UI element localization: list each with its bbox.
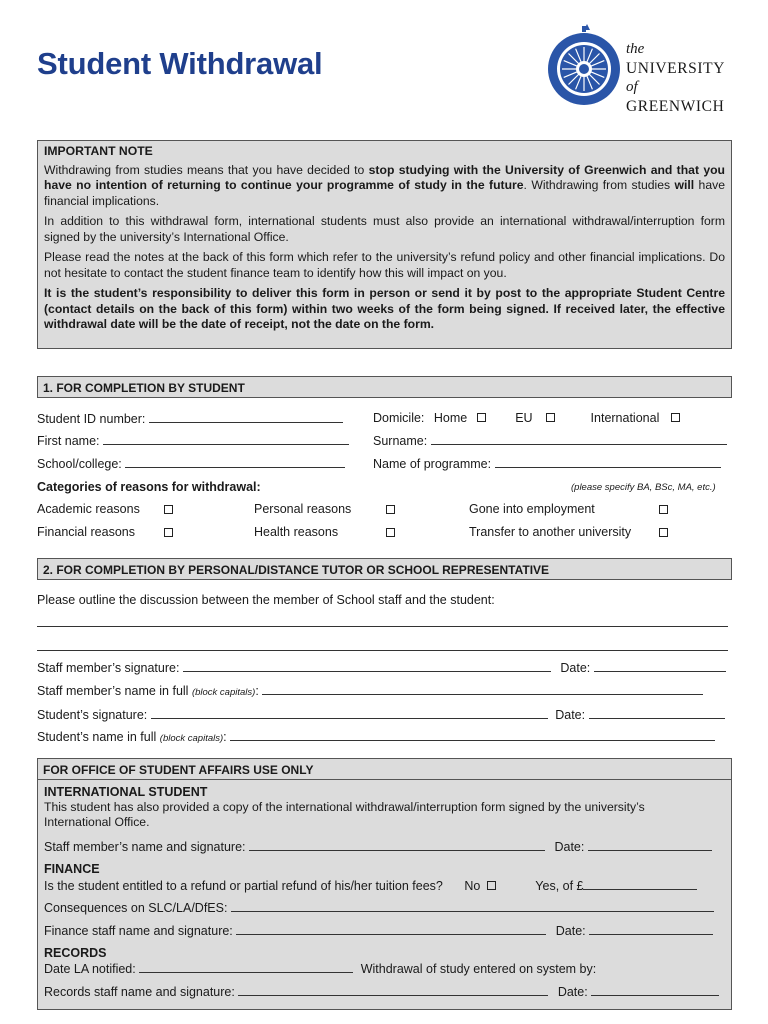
records-heading: RECORDS xyxy=(44,946,107,960)
student-name-colon: : xyxy=(223,730,227,744)
student-id-label: Student ID number: xyxy=(37,412,146,426)
transfer-checkbox[interactable] xyxy=(659,528,668,537)
university-wordmark xyxy=(626,40,725,116)
staff-date-label: Date: xyxy=(560,661,591,675)
student-id-field[interactable] xyxy=(149,411,343,423)
academic-checkbox[interactable] xyxy=(164,505,173,514)
student-signature-row xyxy=(37,707,725,722)
domicile-label: Domicile: xyxy=(373,411,425,425)
employment-label: Gone into employment xyxy=(469,502,595,516)
note-paragraph-1 xyxy=(44,163,725,210)
school-field[interactable] xyxy=(125,456,345,468)
programme-label: Name of programme: xyxy=(373,457,492,471)
student-block-caps-hint: (block capitals) xyxy=(159,733,224,744)
records-date-label: Date: xyxy=(557,985,588,999)
health-label: Health reasons xyxy=(254,525,339,539)
home-label: Home xyxy=(433,411,468,425)
surname-field[interactable] xyxy=(431,433,727,445)
finance-staff-field[interactable] xyxy=(236,923,546,935)
surname-label: Surname: xyxy=(373,434,428,448)
note-p1-d: will xyxy=(674,178,695,192)
important-note-box xyxy=(37,140,732,349)
domicile-row xyxy=(373,411,680,425)
note-p1-b: stop studying with the University of Greenwich and that you have no intention of returning to continue your programme of study in the future xyxy=(44,162,725,192)
note-p1-a: Withdrawing from studies means that you have decided to xyxy=(44,162,369,177)
intl-date-label: Date: xyxy=(554,840,585,854)
intl-staff-label: Staff member’s name and signature: xyxy=(44,840,246,854)
finance-staff-label: Finance staff name and signature: xyxy=(44,924,233,938)
student-date-label: Date: xyxy=(555,708,586,722)
finance-date-field[interactable] xyxy=(589,923,713,935)
outline-line-2[interactable] xyxy=(37,650,728,651)
programme-row xyxy=(373,456,721,471)
staff-block-caps-hint: (block capitals) xyxy=(191,687,256,698)
reason-financial xyxy=(37,525,135,539)
office-use-box xyxy=(37,758,732,1010)
employment-checkbox[interactable] xyxy=(659,505,668,514)
health-checkbox[interactable] xyxy=(386,528,395,537)
refund-amount-field[interactable] xyxy=(583,878,697,890)
home-checkbox[interactable] xyxy=(477,413,486,422)
student-date-field[interactable] xyxy=(589,707,725,719)
note-paragraph-2: In addition to this withdrawal form, international students must also provide an international withdrawal/interruption form signed by the university’s International Office. xyxy=(44,214,725,244)
refund-question: Is the student entitled to a refund or partial refund of his/her tuition fees? xyxy=(44,879,443,893)
note-p1-e: have financial implications. xyxy=(44,178,725,208)
withdrawal-entered-label: Withdrawal of study entered on system by: xyxy=(360,962,597,976)
finance-staff-row xyxy=(44,923,713,938)
logo-the: the xyxy=(626,41,645,57)
logo-university: UNIVERSITY xyxy=(626,60,725,77)
staff-name-field[interactable] xyxy=(262,683,703,695)
records-staff-row xyxy=(44,984,719,999)
student-signature-field[interactable] xyxy=(151,707,548,719)
consequences-field[interactable] xyxy=(231,900,714,912)
note-heading: IMPORTANT NOTE xyxy=(44,144,153,158)
reason-transfer xyxy=(469,525,631,539)
date-la-field[interactable] xyxy=(139,961,353,973)
date-la-label: Date LA notified: xyxy=(44,962,136,976)
section1-heading: 1. FOR COMPLETION BY STUDENT xyxy=(37,376,732,398)
school-row xyxy=(37,456,345,471)
page-title: Student Withdrawal xyxy=(37,46,323,81)
refund-row xyxy=(44,878,697,893)
eu-label: EU xyxy=(515,411,533,425)
student-name-field[interactable] xyxy=(230,729,715,741)
refund-no-checkbox[interactable] xyxy=(487,881,496,890)
university-seal-logo xyxy=(546,24,622,114)
transfer-label: Transfer to another university xyxy=(469,525,632,539)
note-paragraph-4: It is the student’s responsibility to deliver this form in person or send it by post to the appropriate Student Centre (contact details on the back of this form) within two weeks of the form being signed. If received later, the effective withdrawal date will be the date of receipt, not the date on the form. xyxy=(44,286,725,331)
financial-label: Financial reasons xyxy=(37,525,135,539)
intl-staff-field[interactable] xyxy=(249,839,545,851)
intl-date-field[interactable] xyxy=(588,839,712,851)
student-id-row xyxy=(37,411,343,426)
student-name-row xyxy=(37,729,715,744)
consequences-row xyxy=(44,900,714,915)
student-signature-label: Student’s signature: xyxy=(37,708,148,722)
surname-row xyxy=(373,433,727,448)
note-paragraph-3: Please read the notes at the back of this form which refer to the university’s refund policy and other financial implications. Do not hesitate to contact the student finance team to identify how this will impact on you. xyxy=(44,250,725,280)
intl-heading: INTERNATIONAL STUDENT xyxy=(44,785,208,799)
staff-date-field[interactable] xyxy=(594,660,726,672)
programme-specify-hint: (please specify BA, BSc, MA, etc.) xyxy=(571,482,716,493)
international-label: International xyxy=(590,411,660,425)
records-date-field[interactable] xyxy=(591,984,719,996)
outline-line-1[interactable] xyxy=(37,626,728,627)
records-staff-field[interactable] xyxy=(238,984,548,996)
first-name-row xyxy=(37,433,349,448)
personal-label: Personal reasons xyxy=(254,502,352,516)
reason-personal xyxy=(254,502,351,516)
intl-text: This student has also provided a copy of the international withdrawal/interruption form signed by the university’s International Office. xyxy=(44,800,645,829)
programme-field[interactable] xyxy=(495,456,721,468)
note-p1-c: . Withdrawing from studies xyxy=(523,178,675,192)
reason-academic xyxy=(37,502,140,516)
categories-heading: Categories of reasons for withdrawal: xyxy=(37,480,261,494)
section2-heading: 2. FOR COMPLETION BY PERSONAL/DISTANCE TUTOR OR SCHOOL REPRESENTATIVE xyxy=(37,558,732,580)
financial-checkbox[interactable] xyxy=(164,528,173,537)
staff-name-row xyxy=(37,683,703,698)
date-la-row xyxy=(44,961,596,976)
first-name-label: First name: xyxy=(37,434,100,448)
staff-name-colon: : xyxy=(255,684,259,698)
finance-date-label: Date: xyxy=(555,924,586,938)
staff-signature-row xyxy=(37,660,726,675)
finance-heading: FINANCE xyxy=(44,862,100,876)
eu-checkbox[interactable] xyxy=(546,413,555,422)
outline-label: Please outline the discussion between the member of School staff and the student: xyxy=(37,593,495,607)
student-name-label: Student’s name in full xyxy=(37,730,157,744)
personal-checkbox[interactable] xyxy=(386,505,395,514)
international-checkbox[interactable] xyxy=(671,413,680,422)
academic-label: Academic reasons xyxy=(37,502,140,516)
reason-employment xyxy=(469,502,595,516)
staff-signature-label: Staff member’s signature: xyxy=(37,661,180,675)
staff-signature-field[interactable] xyxy=(183,660,551,672)
school-label: School/college: xyxy=(37,457,122,471)
office-heading: FOR OFFICE OF STUDENT AFFAIRS USE ONLY xyxy=(38,759,731,780)
intl-staff-row xyxy=(44,839,712,854)
staff-name-label: Staff member’s name in full xyxy=(37,684,189,698)
refund-yes-label: Yes, of £ xyxy=(535,879,584,893)
logo-of: of xyxy=(626,79,638,95)
first-name-field[interactable] xyxy=(103,433,349,445)
reason-health xyxy=(254,525,338,539)
consequences-label: Consequences on SLC/LA/DfES: xyxy=(44,901,228,915)
records-staff-label: Records staff name and signature: xyxy=(44,985,235,999)
logo-greenwich: GREENWICH xyxy=(626,98,725,115)
refund-no-label: No xyxy=(464,879,481,893)
